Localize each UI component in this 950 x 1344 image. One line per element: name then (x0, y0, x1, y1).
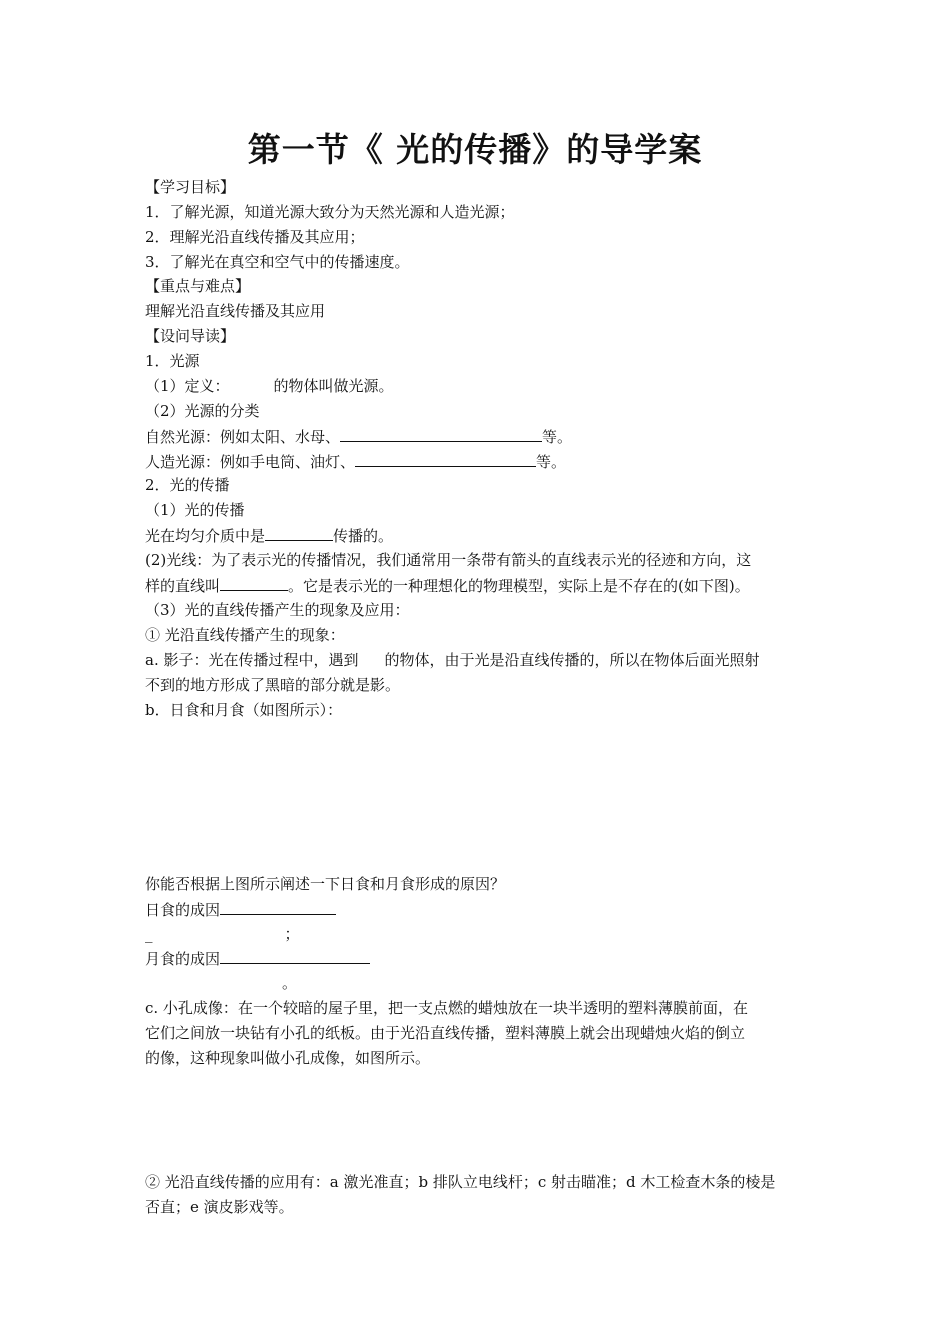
lunar-eclipse-end: 。 (282, 974, 298, 992)
objective-item-3: 3．了解光在真空和空气中的传播速度。 (145, 253, 410, 271)
definition-line (145, 375, 394, 397)
propagation-suffix: 传播的。 (333, 527, 394, 545)
solar-eclipse-continuation (145, 923, 300, 945)
objectives-heading: 【学习目标】 (145, 178, 236, 196)
key-points-heading: 【重点与难点】 (145, 277, 251, 295)
shadow-suffix: 的物体，由于光是沿直线传播的，所以在物体后面光照射 (384, 651, 760, 669)
lunar-eclipse-line (145, 947, 370, 970)
applications-line-2: 否直；e 演皮影戏等。 (145, 1198, 294, 1216)
solar-eclipse-end: ； (284, 925, 300, 943)
classification-heading: （2）光源的分类 (145, 402, 260, 420)
propagation-line (145, 524, 393, 547)
key-points-text: 理解光沿直线传播及其应用 (145, 302, 326, 320)
artificial-light-prefix: 人造光源：例如手电筒、油灯、 (145, 453, 356, 471)
section-1-heading: 1．光源 (145, 352, 200, 370)
lunar-eclipse-label: 月食的成因 (145, 950, 221, 968)
propagation-blank (265, 524, 333, 541)
section-2-heading: 2．光的传播 (145, 476, 230, 494)
ray-text-line-2 (145, 574, 750, 597)
applications-line-1: ② 光沿直线传播的应用有：a 激光准直；b 排队立电线杆；c 射击瞄准；d 木工检查木条的棱是 (145, 1173, 776, 1191)
natural-light-suffix: 等。 (542, 428, 573, 446)
pinhole-line-2: 它们之间放一块钻有小孔的纸板。由于光沿直线传播，塑料薄膜上就会出现蜡烛火焰的倒立 (145, 1024, 746, 1042)
objective-item-1: 1．了解光源，知道光源大致分为天然光源和人造光源； (145, 203, 515, 221)
section-2-sub-3: （3）光的直线传播产生的现象及应用： (145, 601, 410, 619)
natural-light-blank (340, 425, 542, 442)
section-2-sub-1: （1）光的传播 (145, 501, 245, 519)
artificial-light-blank (355, 450, 536, 467)
propagation-prefix: 光在均匀介质中是 (145, 527, 266, 545)
definition-prefix: （1）定义： (145, 377, 230, 395)
natural-light-line (145, 425, 572, 448)
document-title: 第一节《 光的传播》的导学案 (247, 130, 703, 169)
solar-eclipse-blank (220, 898, 336, 915)
objective-item-2: 2．理解光沿直线传播及其应用； (145, 228, 365, 246)
shadow-prefix: a. 影子：光在传播过程中，遇到 (145, 651, 359, 669)
eclipse-line: b．日食和月食（如图所示）： (145, 701, 343, 719)
solar-continuation-mark: _ (145, 925, 153, 943)
ray-text-suffix: 。它是表示光的一种理想化的物理模型，实际上是不存在的(如下图)。 (288, 577, 750, 595)
ray-text-line-1: (2)光线：为了表示光的传播情况，我们通常用一条带有箭头的直线表示光的径迹和方向，这 (145, 551, 752, 569)
definition-suffix: 的物体叫做光源。 (273, 377, 394, 395)
solar-eclipse-line (145, 898, 336, 921)
artificial-light-suffix: 等。 (536, 453, 567, 471)
shadow-line-2: 不到的地方形成了黑暗的部分就是影。 (145, 676, 401, 694)
natural-light-prefix: 自然光源：例如太阳、水母、 (145, 428, 341, 446)
pinhole-line-1: c. 小孔成像：在一个较暗的屋子里，把一支点燃的蜡烛放在一块半透明的塑料薄膜前面，在 (145, 999, 748, 1017)
shadow-line-1 (145, 649, 760, 671)
lunar-eclipse-blank (220, 947, 370, 964)
eclipse-question: 你能否根据上图所示阐述一下日食和月食形成的原因？ (145, 875, 506, 893)
phenomena-heading: ① 光沿直线传播产生的现象： (145, 626, 345, 644)
ray-text-prefix: 样的直线叫 (145, 577, 221, 595)
ray-blank (220, 574, 288, 591)
solar-eclipse-label: 日食的成因 (145, 901, 221, 919)
pinhole-line-3: 的像，这种现象叫做小孔成像，如图所示。 (145, 1049, 431, 1067)
artificial-light-line (145, 450, 566, 473)
guide-heading: 【设问导读】 (145, 327, 236, 345)
